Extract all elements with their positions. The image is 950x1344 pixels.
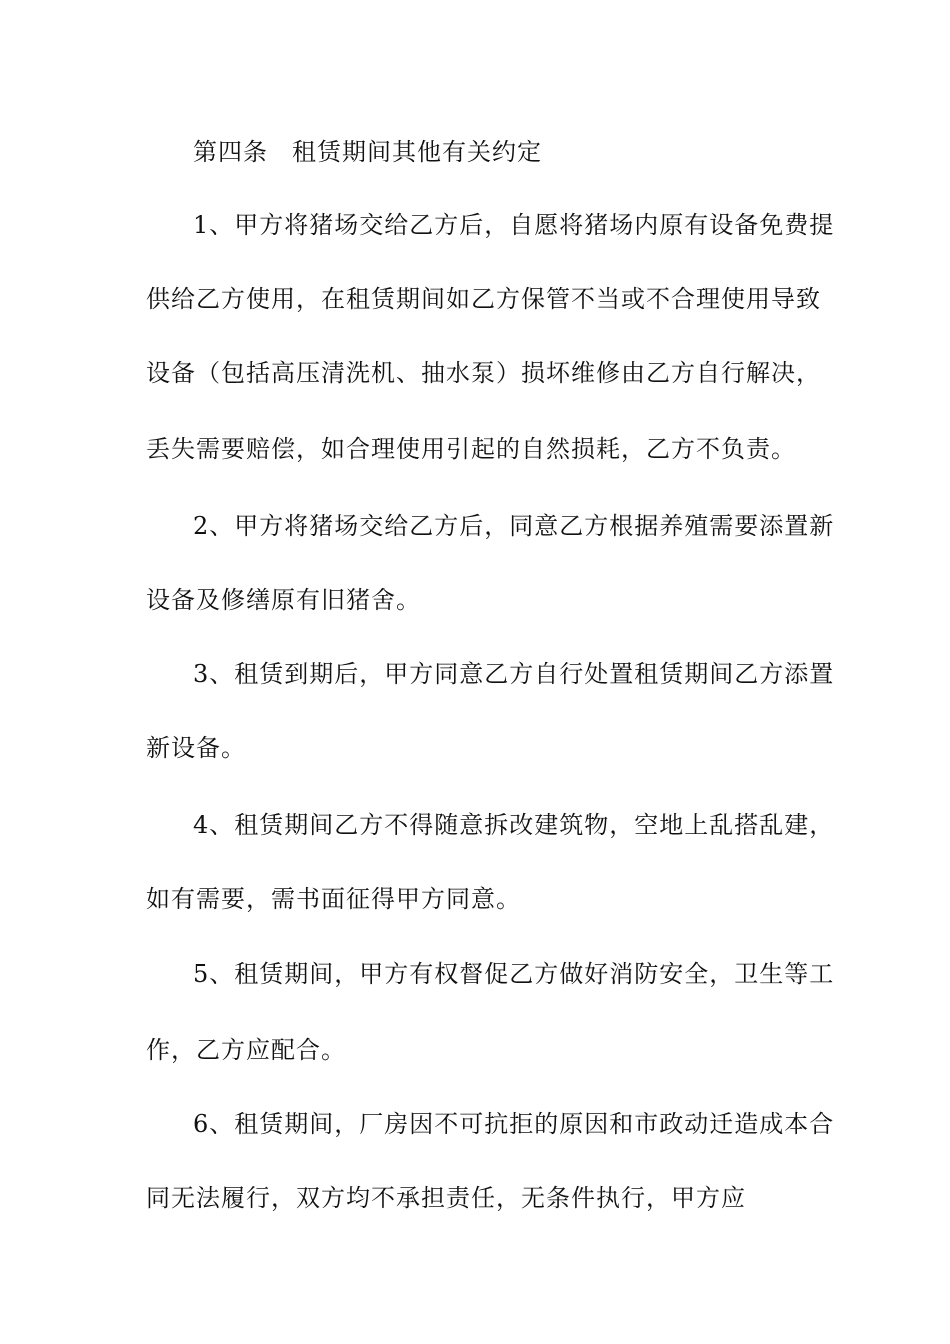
paragraph-line: 供给乙方使用，在租赁期间如乙方保管不当或不合理使用导致 bbox=[146, 285, 821, 313]
article-title: 租赁期间其他有关约定 bbox=[292, 138, 542, 166]
paragraph-line: 作，乙方应配合。 bbox=[146, 1036, 346, 1064]
paragraph-line: 设备及修缮原有旧猪舍。 bbox=[146, 586, 421, 614]
article-number: 第四条 bbox=[193, 138, 268, 166]
paragraph-line: 如有需要，需书面征得甲方同意。 bbox=[146, 885, 521, 913]
paragraph-line: 3、租赁到期后，甲方同意乙方自行处置租赁期间乙方添置 bbox=[193, 660, 835, 688]
paragraph-line: 丢失需要赔偿，如合理使用引起的自然损耗，乙方不负责。 bbox=[146, 435, 796, 463]
paragraph-line: 4、租赁期间乙方不得随意拆改建筑物，空地上乱搭乱建， bbox=[193, 811, 835, 839]
paragraph-line: 2、甲方将猪场交给乙方后，同意乙方根据养殖需要添置新 bbox=[193, 512, 835, 540]
paragraph-line: 新设备。 bbox=[146, 734, 246, 762]
paragraph-line: 5、租赁期间，甲方有权督促乙方做好消防安全，卫生等工 bbox=[193, 960, 835, 988]
paragraph-line: 设备（包括高压清洗机、抽水泵）损坏维修由乙方自行解决， bbox=[146, 359, 821, 387]
paragraph-line: 6、租赁期间，厂房因不可抗拒的原因和市政动迁造成本合 bbox=[193, 1110, 835, 1138]
paragraph-line: 同无法履行，双方均不承担责任，无条件执行，甲方应 bbox=[146, 1184, 746, 1212]
article-heading bbox=[193, 132, 873, 172]
paragraph-line: 1、甲方将猪场交给乙方后，自愿将猪场内原有设备免费提 bbox=[193, 211, 835, 239]
